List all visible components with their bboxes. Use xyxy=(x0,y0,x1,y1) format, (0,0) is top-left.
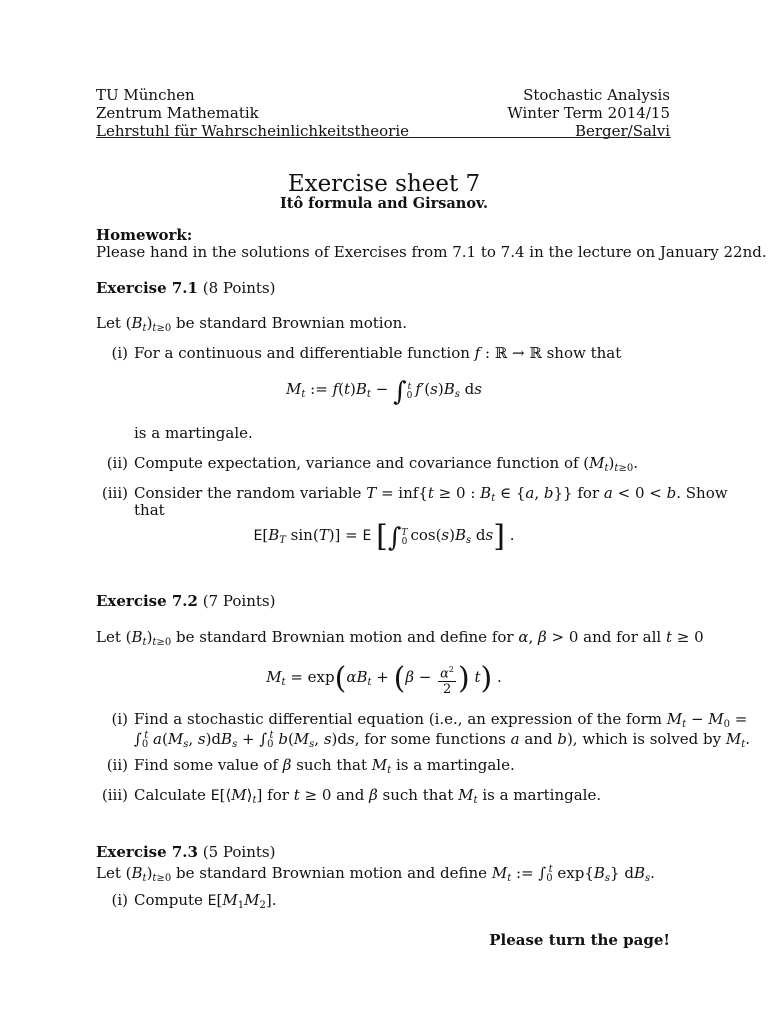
exercise-7-2-iii-text: Calculate $E[⟨M⟩_t]$ for t ≥ 0 and β such that $M_t$ is a martingale. xyxy=(134,786,602,806)
exercise-7-1-iii-text: Consider the random variable T = inf{t ≥ 0 : $B_t$ ∈ {a, b}} for a < 0 < b. Show xyxy=(134,484,728,504)
homework-heading: Homework: xyxy=(96,226,193,244)
exercise-7-2-intro: Let $(B_t)_{t\ge 0}$ be standard Brownian motion and define for α, β > 0 and for all t ≥ 0 xyxy=(96,628,704,648)
exercise-label: Exercise 7.1 xyxy=(96,279,198,297)
exercise-7-2-heading xyxy=(96,592,275,610)
exercise-7-1-iii-text-cont: that xyxy=(134,501,165,519)
exercise-7-1-heading xyxy=(96,279,275,297)
exercise-label: Exercise 7.2 xyxy=(96,592,198,610)
exercise-7-3-i-text: Compute $E[M_1M_2]$. xyxy=(134,891,277,911)
exercise-7-1-i-after: is a martingale. xyxy=(134,424,253,442)
item-number: (iii) xyxy=(101,786,128,804)
exercise-7-1-intro: Let $(B_t)_{t\ge 0}$ be standard Brownian motion. xyxy=(96,314,408,334)
exercise-7-1-i-text: For a continuous and differentiable function f : ℝ → ℝ show that xyxy=(134,344,622,362)
turn-page-note: Please turn the page! xyxy=(489,931,670,949)
header-term: Winter Term 2014/15 xyxy=(507,104,670,122)
exercise-7-1-ii-text: Compute expectation, variance and covariance function of $(M_t)_{t\ge 0}$. xyxy=(134,454,638,474)
header-instructors: Berger/Salvi xyxy=(574,122,670,140)
item-number: (i) xyxy=(111,710,128,728)
header-rule xyxy=(96,137,671,138)
exercise-points: (7 Points) xyxy=(202,592,276,610)
exercise-7-2-i-text: Find a stochastic differential equation (i.e., an expression of the form $M_t - M_0$ = xyxy=(134,710,748,730)
item-number: (ii) xyxy=(106,756,128,774)
item-number: (i) xyxy=(111,344,128,362)
page-subtitle: Itô formula and Girsanov. xyxy=(279,195,489,212)
item-number: (iii) xyxy=(101,484,128,502)
header-department: Zentrum Mathematik xyxy=(96,104,259,122)
exercise-7-2-ii-text: Find some value of β such that $M_t$ is a martingale. xyxy=(134,756,515,776)
formula-martingale-definition: $M_t$ := $f(t)B_t - \int t$ 0 $f'(s)B_s$ ds xyxy=(286,377,482,407)
exercise-7-3-heading xyxy=(96,843,275,861)
formula-expectation-identity: $E[B_T$ sin(T)] = E [∫T 0 $\cos(s)B_s$ ds] . xyxy=(253,519,515,554)
item-number: (ii) xyxy=(106,454,128,472)
exercise-7-2-i-text-cont: $\int_0^t$ $a(M_s$, $s)dB_s + \int_0^t$ $b(M_s$, s)ds, for some functions a and b), which is solved by $M_t$. xyxy=(134,730,750,750)
item-number: (i) xyxy=(111,891,128,909)
exercise-7-3-intro: Let $(B_t)_{t\ge 0}$ be standard Brownian motion and define $M_t$ := $\int_0^t$ $\exp\{B_s\}$ $dB_s$. xyxy=(96,864,655,884)
page-title: Exercise sheet 7 xyxy=(287,171,481,197)
header-course: Stochastic Analysis xyxy=(523,86,670,104)
exercise-points: (8 Points) xyxy=(202,279,276,297)
exercise-label: Exercise 7.3 xyxy=(96,843,198,861)
formula-exponential-martingale: $M_t = \exp(\alpha B_t + (\beta$ − $\frac{\alpha^2}{2}$ ) t) . xyxy=(266,661,502,697)
exercise-points: (5 Points) xyxy=(202,843,276,861)
header-university: TU München xyxy=(96,86,195,104)
homework-text: Please hand in the solutions of Exercises from 7.1 to 7.4 in the lecture on January 22nd. xyxy=(96,243,767,261)
header-chair: Lehrstuhl für Wahrscheinlichkeitstheorie xyxy=(96,122,410,140)
